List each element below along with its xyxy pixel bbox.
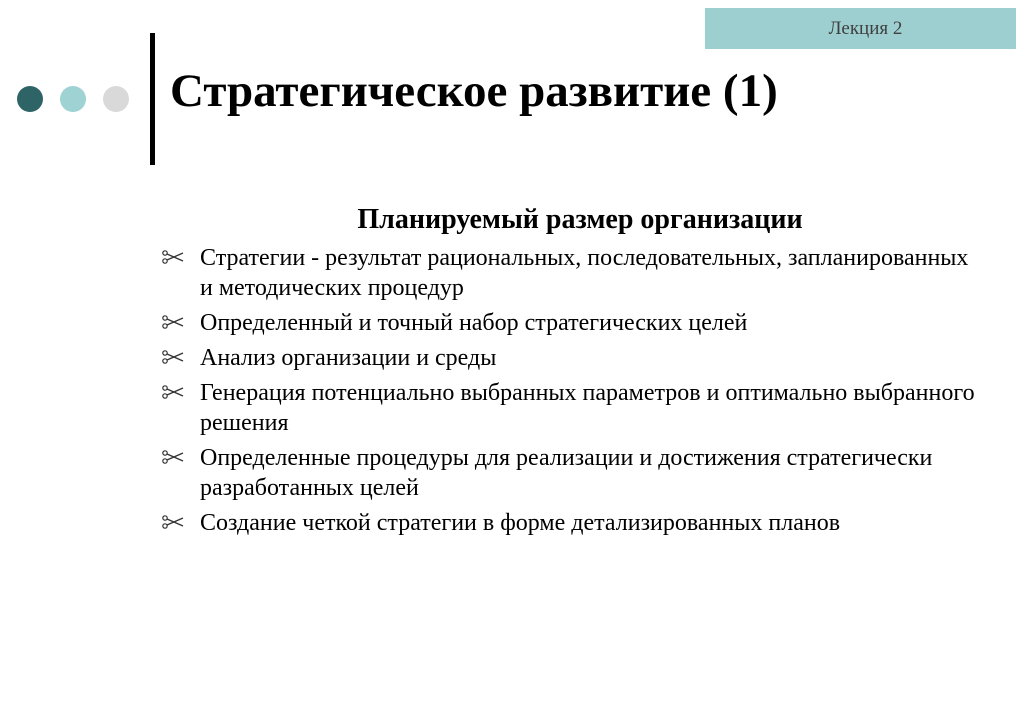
list-item [162,508,982,538]
decor-dot-light [60,86,86,112]
scissors-icon [162,343,186,373]
scissors-icon [162,308,186,338]
list-item-text: Анализ организации и среды [200,345,497,371]
decor-dot-gray [103,86,129,112]
slide-title: Стратегическое развитие (1) [170,65,778,117]
list-item [162,343,982,373]
list-item-text: Генерация потенциально выбранных параметров и оптимально выбранного решения [200,380,975,436]
list-item [162,308,982,338]
list-item [162,243,982,303]
decor-dot-dark [17,86,43,112]
scissors-icon [162,243,186,273]
scissors-icon [162,443,186,473]
lecture-label: Лекция 2 [705,8,1016,49]
list-item-text: Создание четкой стратегии в форме детализированных планов [200,510,841,536]
title-divider [150,33,155,165]
list-item-text: Определенные процедуры для реализации и достижения стратегически разработанных целей [200,445,933,501]
scissors-icon [162,378,186,408]
scissors-icon [162,508,186,538]
list-item [162,378,982,438]
list-item-text: Определенный и точный набор стратегических целей [200,310,748,336]
list-item-text: Стратегии - результат рациональных, последовательных, запланированных и методических процедур [200,245,969,301]
list-item [162,443,982,503]
bullet-list [162,243,982,543]
section-subtitle: Планируемый размер организации [357,204,803,235]
